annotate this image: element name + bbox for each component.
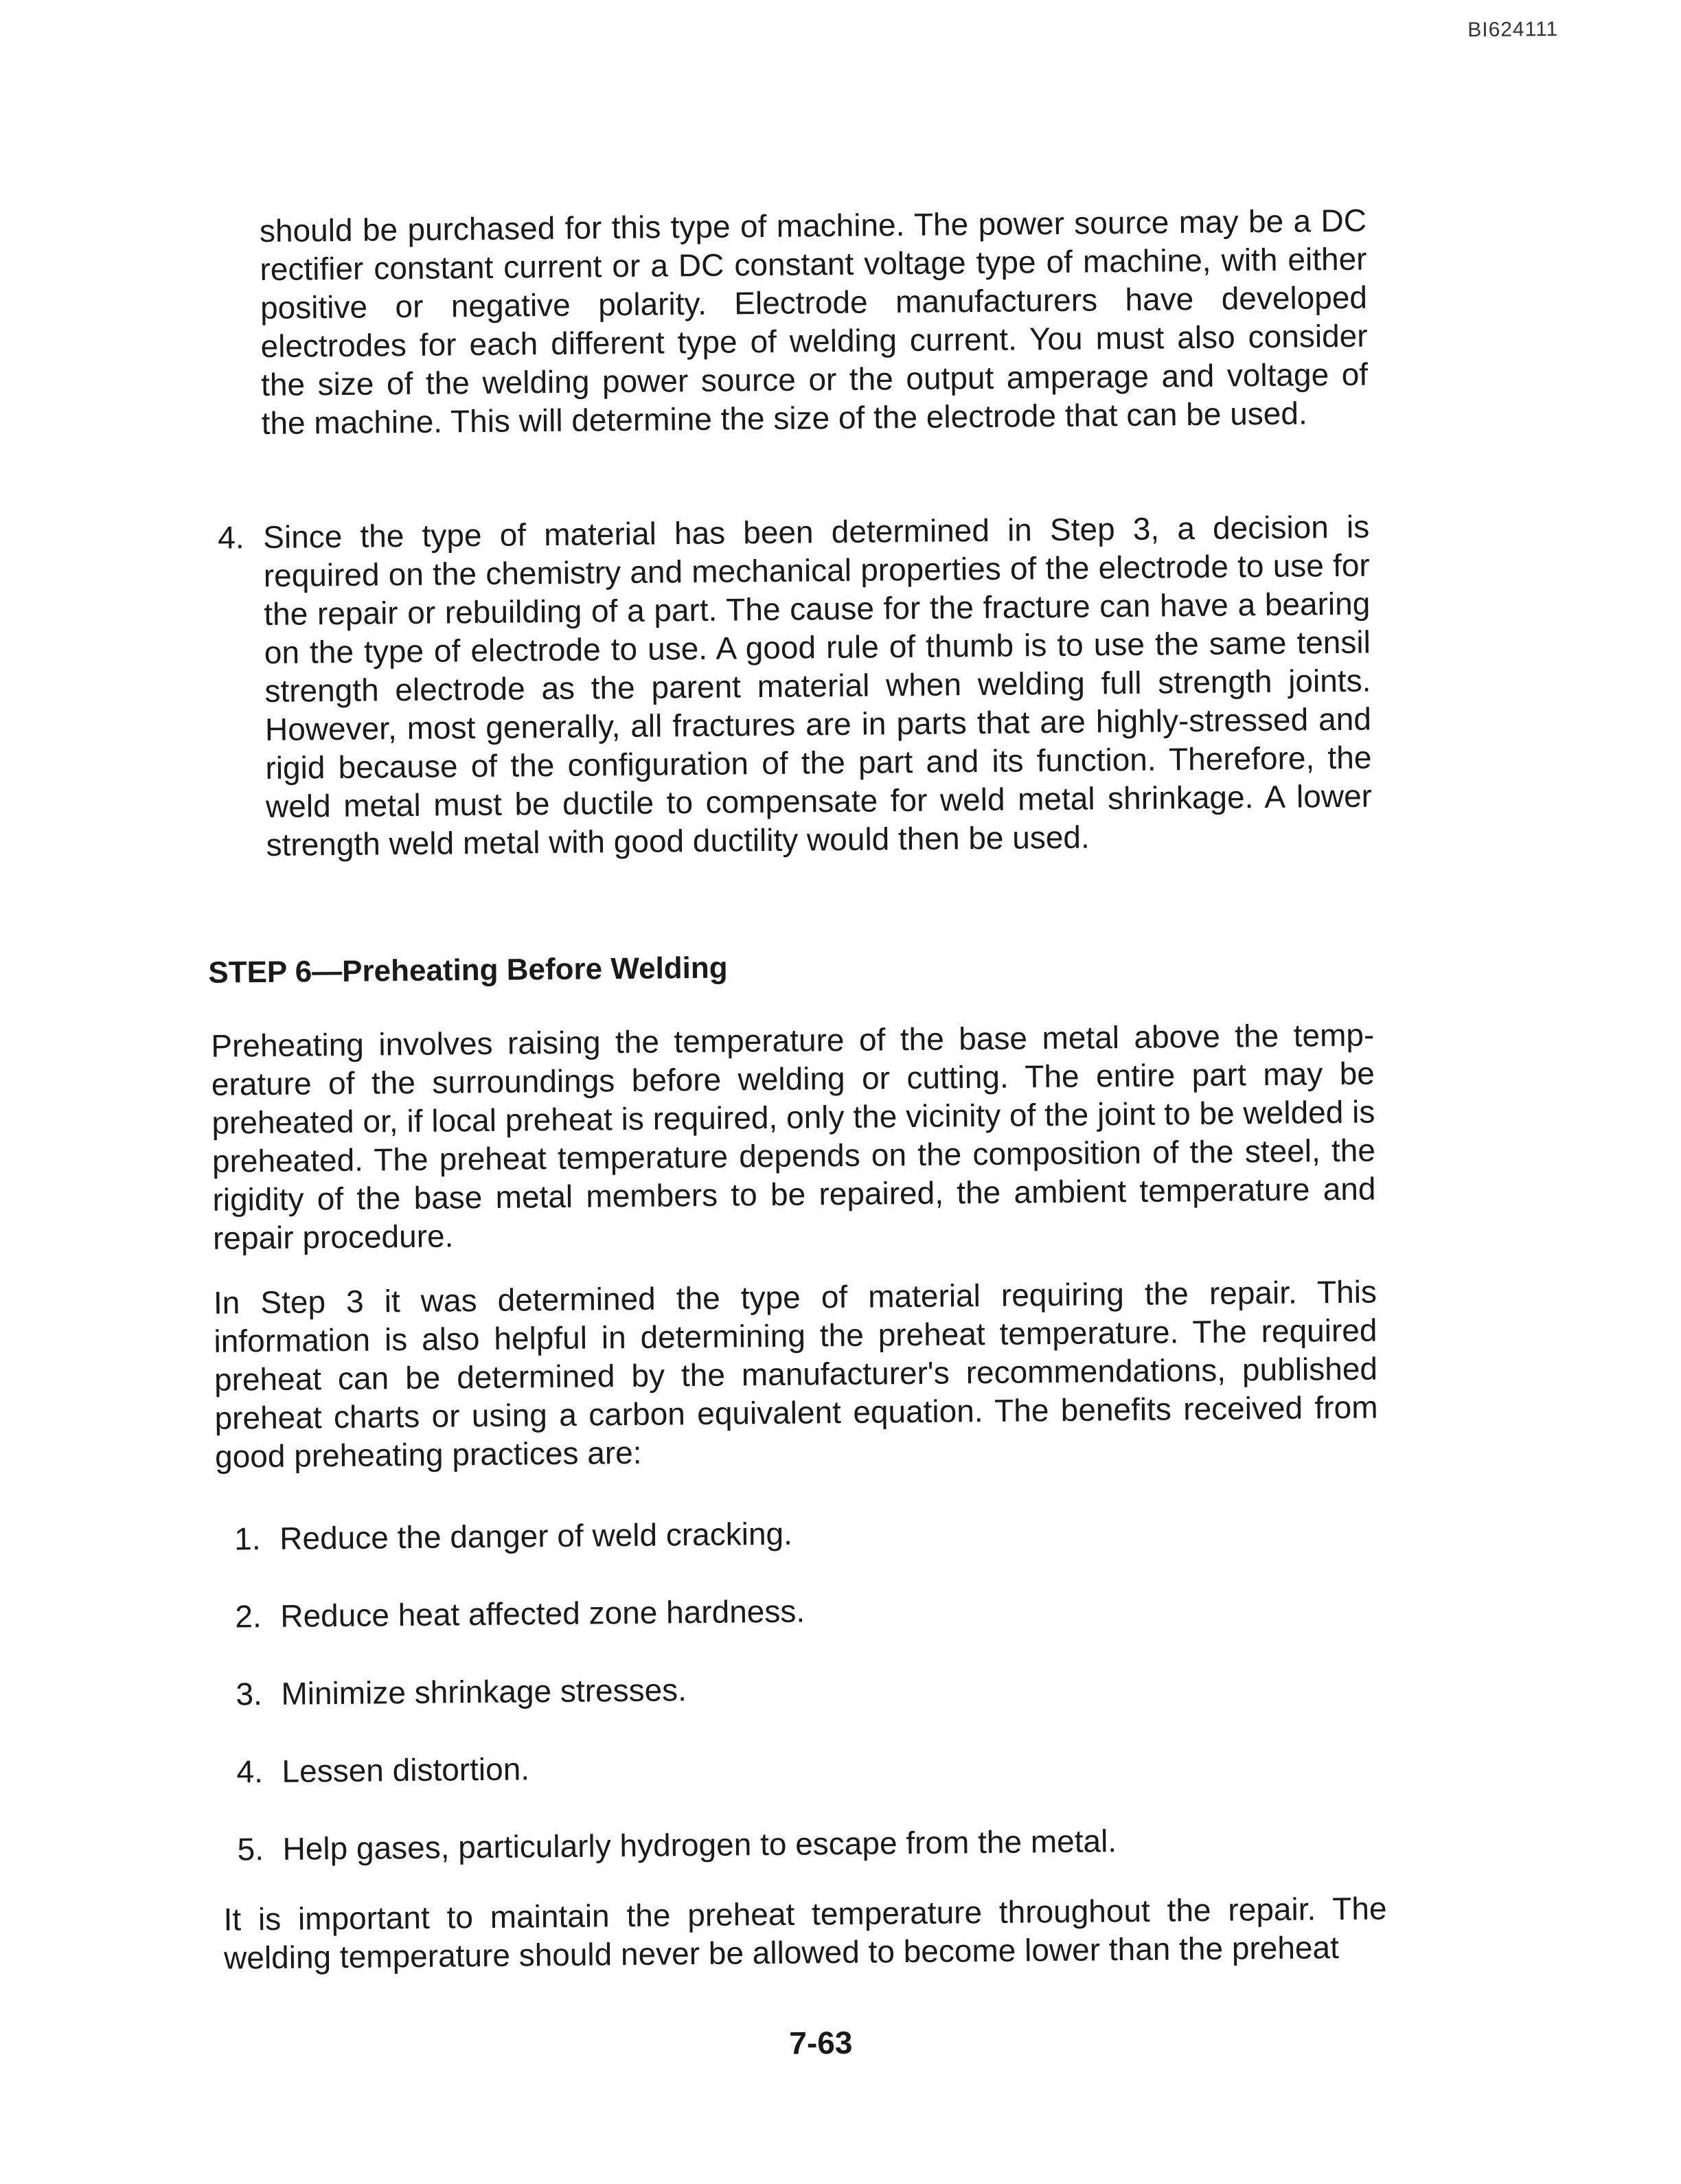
maintain-preheat-paragraph: It is important to maintain the preheat temperature throughout the repair. The welding temperature should never be allowed to become lower than the preheat xyxy=(223,1890,1387,1976)
list-item xyxy=(236,1664,1376,1753)
benefits-list xyxy=(234,1509,1377,1908)
list-item-number: 5. xyxy=(237,1831,264,1867)
list-item-number: 3. xyxy=(236,1676,263,1712)
list-item-number: 1. xyxy=(234,1521,261,1557)
section-heading: STEP 6—Preheating Before Welding xyxy=(208,951,728,990)
list-item xyxy=(235,1586,1375,1675)
list-item-number: 4. xyxy=(218,519,244,556)
step-3-paragraph: In Step 3 it was determined the type of material requiring the repair. This information is also helpful in determining the preheat temperature. The required preheat can be determined by the manufacturer's recommendations, published preheat charts or using a carbon equivalent equation. The benefits received from good preheating practices are: xyxy=(213,1273,1378,1475)
list-item-text: Since the type of material has been determined in Step 3, a decision is required on the chemistry and mechanical properties of the electrode to use for the repair or rebuilding of a part. The cause for the fracture can have a bearing on the type of electrode to use. A good rule of thumb is to use the same tensil strength electrode as the parent material when welding full strength joints. However, most generally, all fractures are in parts that are highly-stressed and rigid because of the configuration of the part and its function. Therefore, the weld metal must be ductile to compensate for weld metal shrinkage. A lower strength weld metal with good ductility would then be used. xyxy=(263,508,1373,863)
list-item-text: Reduce heat affected zone hardness. xyxy=(280,1593,805,1634)
list-item-text: Minimize shrinkage stresses. xyxy=(281,1672,687,1711)
preheating-paragraph: Preheating involves raising the temperature of the base metal above the temp-erature of the surroundings before welding or cutting. The entire part may be preheated or, if local preheat is required, only the vicinity of the joint to be welded is preheated. The preheat temperature depends on the composition of the steel, the rigidity of the base metal members to be repaired, the ambient temperature and repair procedure. xyxy=(211,1016,1376,1256)
list-item-text: Help gases, particularly hydrogen to escape from the metal. xyxy=(282,1823,1117,1867)
list-item-text: Lessen distortion. xyxy=(282,1751,530,1789)
list-item-number: 2. xyxy=(235,1598,262,1635)
document-id: BI624111 xyxy=(1467,17,1559,42)
list-item-text: Reduce the danger of weld cracking. xyxy=(279,1515,793,1556)
list-item-number: 4. xyxy=(236,1753,264,1790)
list-item xyxy=(234,1509,1375,1597)
continuation-paragraph: should be purchased for this type of machine. The power source may be a DC rectifier constant current or a DC constant voltage type of machine, with either positive or negative polarity. Electrode manufacturers have developed electrodes for each different type of welding current. You must also consider the size of the welding power source or the output amperage and voltage of the machine. This will determine the size of the electrode that can be used. xyxy=(259,202,1369,442)
list-item xyxy=(236,1742,1377,1830)
list-item-4 xyxy=(218,508,1373,865)
page-number: 7-63 xyxy=(789,2024,853,2061)
